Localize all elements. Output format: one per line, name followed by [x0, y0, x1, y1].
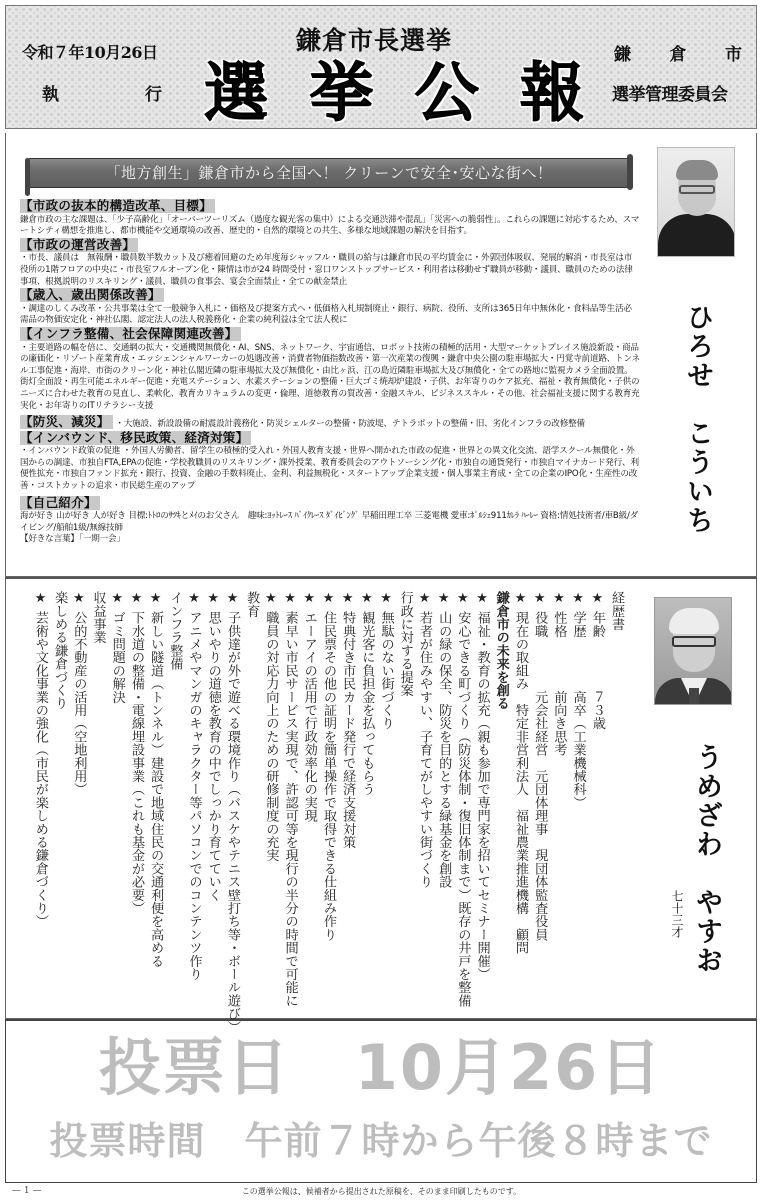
list-item	[108, 591, 127, 1011]
title-char: 挙	[309, 57, 374, 131]
city-char: 倉	[669, 45, 687, 65]
list-item-text: 思いやりの道徳を教育の中でしっかり育てていく	[205, 611, 221, 902]
candidate-umezawa-panel	[5, 577, 757, 1034]
bulletin-header	[5, 5, 757, 129]
star-icon: ★	[32, 591, 48, 606]
city-name	[614, 40, 742, 65]
policy-section	[20, 415, 640, 431]
career-and-policies	[31, 591, 626, 1034]
list-item-text: 住民票その他の証明を簡単操作で取得できる仕組み作り	[320, 611, 336, 941]
section-text: ・大施設、新設設備の耐震設計義務化・防災シェルターの整備・防波堤、テトラポットの整備・旧、劣化インフラの改修整備	[115, 419, 585, 430]
voting-info	[5, 1019, 757, 1183]
list-item	[300, 591, 319, 1011]
list-item	[588, 591, 607, 1011]
list-item	[261, 591, 280, 1011]
list-item	[31, 591, 50, 1011]
star-icon: ★	[436, 591, 452, 606]
title-char: 公	[414, 57, 479, 131]
list-item-text: アニメやマンガのキャラクター等パソコンでのコンテンツ作り	[186, 611, 202, 981]
candidate-hirose-panel	[5, 133, 757, 577]
section-text: ・主要道路の幅を倍に、交通網の拡大・交通機関無償化・AI、SNS、ネットワーク、宇宙通信、ロボット技術の積極的活用・大型マーケットプレイス施設新設・商品の廉価化・リゾート産業育成・エッシェンシャルワーカーの処遇改善・消費者物価指数改善・第一次産業の復興・鎌倉中央公園の駐車場拡大・円覚寺前道路、トンネル工事促進・海岸、市街のクリーン化・神社仏閣近隣の駐車場拡大及び無償化・由比ヶ浜、江の島近隣駐車場拡大及び無償化・全ての路地に監視カメラ全面設置。街灯全面設・再生可能エネルギー促進・充電ステーション、水素ステーションの整備・巨大ゴミ焼却炉建設・子供、お年寄りのケア拡充、福祉・教育無償化・子供のニーズに合わせた教育の見直し、柔軟化、教育カリキュラムの変更・倫理、道徳教育の質改善・金融スキル、ビジネススキル・その他、社会福祉支援に関する教育充実化・お年寄りのITリテラシー支援	[20, 342, 640, 411]
star-icon: ★	[224, 591, 240, 606]
title-char: 選	[204, 57, 268, 131]
list-item	[530, 591, 549, 1011]
section-heading: 【歳入、歳出関係改善】	[20, 288, 164, 302]
executed-char: 行	[145, 85, 162, 105]
candidate-age: 七十三才	[670, 890, 684, 938]
policy-section	[20, 288, 640, 327]
list-item-text: 無駄のない街づくり	[378, 611, 394, 730]
page-number: — 1 —	[12, 1186, 42, 1196]
favorite-words: 【好きな言葉】「一期一会」	[20, 534, 125, 545]
list-item-text: 公的不動産の活用（空地利用）	[71, 611, 87, 796]
list-item-text: 山の緑の保全、防災を目的とする緑基金を創設	[436, 611, 452, 889]
list-item	[184, 591, 203, 1011]
star-icon: ★	[301, 591, 317, 606]
star-icon: ★	[186, 591, 202, 606]
candidate-portrait-icon	[657, 147, 735, 257]
list-item-text: 安心できる町づくり（防災体制・復旧体制まで）既存の井戸を整備	[455, 611, 471, 1007]
list-item	[453, 591, 472, 1011]
list-item-text: 職員の対応力向上のための研修制度の充実	[263, 611, 279, 862]
star-icon: ★	[71, 591, 87, 606]
policy-section	[20, 327, 640, 412]
list-item-text: 素早い市民サービス実現で、許認可等を現行の半分の時間で可能に	[282, 611, 298, 1007]
section-heading: 【防災、減災】	[20, 415, 113, 429]
list-item	[376, 591, 395, 1011]
policy-body	[20, 199, 640, 546]
star-icon: ★	[532, 591, 548, 606]
star-icon: ★	[570, 591, 586, 606]
list-item	[415, 591, 434, 1011]
star-icon: ★	[282, 591, 298, 606]
star-icon: ★	[263, 591, 279, 606]
slogan-banner: 「地方創生」鎌倉市から全国へ！ クリーンで安全･安心な街へ！	[28, 158, 630, 188]
star-icon: ★	[416, 591, 432, 606]
star-icon: ★	[205, 591, 221, 606]
section-heading: インフラ整備	[167, 591, 183, 671]
section-text: ・調達のしくみ改革・公共事業は全て一般競争入札に・価格及び提案方式へ・低価格入札規制廃止・銀行、病院、役所、支所は365日年中無休化・食料品等生活必需品の物価安定化・神社仏閣、認定法人の法人税義務化・企業の純利益は全て法人税に	[20, 303, 632, 326]
list-item	[338, 591, 357, 1011]
candidate-portrait-icon	[654, 597, 732, 705]
list-item-text: 福祉・教育の拡充（親も参加で専門家を招いてセミナー開催）	[474, 611, 490, 981]
list-item-text: 新しい隧道（トンネル）建設で地域住民の交通利便を高める	[148, 611, 164, 968]
list-item-text: 芸術や文化事業の強化（市民が楽しめる鎌倉づくり）	[32, 611, 48, 928]
list-item-text: 現在の取組み 特定非営利法人 福祉農業推進機構 顧問	[512, 611, 528, 955]
section-text: ・市長、議員は 無報酬・職員数半数カット及び癒着回避のため年度毎シャッフル・職員の給与は鎌倉市民の平均賃金に・外郭団体吸収、発展的解消・市長室は市役所の1階フロアの中央に・市長室フルオープン化・陳情は市が24 時間受付・窓口ワンストップサービス・利用者は移動せず職員が移動・議員、職員のための法律事項、根拠説明のリスキリング・議員、職員の食事会、宴会全面禁止・全ての献金禁止	[20, 253, 633, 287]
list-item	[69, 591, 88, 1011]
city-char: 市	[725, 45, 742, 65]
list-item	[223, 591, 242, 1034]
star-icon: ★	[589, 591, 605, 606]
section-heading: 【市政の運営改善】	[20, 238, 138, 252]
election-date: 令和７年10月26日	[22, 43, 158, 62]
section-heading: 収益事業	[90, 591, 106, 644]
self-intro-text: 海が好き 山が好き 人が好き 目標:ﾄﾄﾛのｻﾂｷとﾒｲのお父さん 趣味:ﾖｯﾄﾚｰｽ ﾊﾞｲｸﾚｰｽ ﾀﾞｲﾋﾞﾝｸﾞ 早稲田理工卒 三菱電機 愛車:ﾎﾟﾙｼｪ911ｶﾚﾗ ﾊｰﾚｰ 資格:情処技術者/車B級/ダイビング/船舶1級/無線技師	[20, 511, 639, 533]
section-heading: 経歴書	[609, 591, 624, 631]
star-icon: ★	[474, 591, 490, 606]
section-heading: 教育	[244, 591, 260, 618]
list-item-text: ゴミ問題の解決	[109, 611, 125, 704]
policy-section	[20, 431, 640, 493]
star-icon: ★	[109, 591, 125, 606]
candidate-name: うめざわ やすお	[691, 743, 722, 975]
section-heading: 行政に対する提案	[397, 591, 413, 697]
list-item	[127, 591, 146, 1011]
list-item-text: 役職 元会社経営 元団体理事 現団体監査役員	[532, 611, 548, 941]
list-item-text: 特典付き市民カード発行で経済支援対策	[340, 611, 356, 849]
list-item	[511, 591, 530, 1011]
list-item	[434, 591, 453, 1011]
star-icon: ★	[148, 591, 164, 606]
list-item-text: 子供達が外で遊べる環境作り（バスケやテニス壁打ち等・ボール遊び）	[224, 611, 240, 1034]
voting-hours: 投票時間 午前７時から午後８時まで	[49, 1119, 713, 1163]
list-item	[319, 591, 338, 1011]
star-icon: ★	[512, 591, 528, 606]
section-heading: 【インバウンド、移民政策、経済対策】	[20, 431, 251, 445]
list-item	[472, 591, 491, 1011]
section-heading: 【自己紹介】	[20, 496, 100, 510]
candidate-name: ひろせ こういち	[682, 303, 713, 535]
policy-section	[20, 199, 640, 238]
section-heading: 鎌倉市の未来を創る	[493, 591, 509, 710]
star-icon: ★	[359, 591, 375, 606]
list-item-text: 年齢 ７３歳	[589, 611, 605, 730]
star-icon: ★	[378, 591, 394, 606]
list-item	[280, 591, 299, 1011]
section-text: 鎌倉市政の主な課題は、「少子高齢化」「オーバーツーリズム（過度な観光客の集中）による交通渋滞や混乱」「災害への脆弱性」。これらの課題に対応するため、スマートシティ構想を推進し、都市機能や交通環境の改善、歴史的・自然的環境との共生、多様な地域課題の解決を目指す。	[20, 214, 640, 237]
section-text: ・インバウンド政策の促進 ・外国人労働者、留学生の積極的受入れ・外国人教育支援・世界へ開かれた市政の促進・世界との異文化交流、語学スクール無償化・外国からの調達、市独自FTA,EPAの促進・学校教職員のリスキリング・課外授業、教育委員会のアウトソーシング化・市独自の通貨発行・市独自マイナカード発行、利便性拡充・市独自ファンド拡充・銀行、投資、金融の手数料廃止、金利、利益無税化・スタートアップ企業支援・個人事業主育成・全ての企業のIPO化・生産性の改善・コストカットの追求・市民総生産のアップ	[20, 446, 639, 492]
star-icon: ★	[455, 591, 471, 606]
list-item-text: エーアイの活用で行政効率化の実現	[301, 611, 317, 823]
election-name: 鎌倉市長選挙	[296, 26, 453, 55]
list-item	[568, 591, 587, 1011]
list-item-text: 性格 前向き思考	[551, 611, 567, 757]
list-item-text: 若者が住みやすい、子育てがしやすい街づくり	[416, 611, 432, 889]
bulletin-title	[204, 57, 584, 131]
list-item	[549, 591, 568, 1011]
star-icon: ★	[320, 591, 336, 606]
city-char: 鎌	[614, 45, 631, 65]
title-char: 報	[519, 57, 584, 131]
list-item	[357, 591, 376, 1011]
section-heading: 楽しめる鎌倉づくり	[52, 591, 68, 710]
self-intro-section	[20, 496, 640, 546]
section-heading: 【インフラ整備、社会保障関連改善】	[20, 327, 241, 341]
list-item-text: 学歴 高卒（工業機械科）	[570, 611, 586, 809]
star-icon: ★	[551, 591, 567, 606]
election-committee: 選挙管理委員会	[612, 85, 728, 105]
star-icon: ★	[128, 591, 144, 606]
section-heading: 【市政の抜本的構造改革、目標】	[20, 199, 215, 213]
disclaimer-note: この選挙公報は、候補者から提出された原稿を、そのまま印刷したものです。	[241, 1187, 522, 1196]
executed-label	[42, 80, 162, 105]
list-item	[204, 591, 223, 1011]
star-icon: ★	[340, 591, 356, 606]
list-item-text: 観光客に負担金を払ってもらう	[359, 611, 375, 796]
list-item	[146, 591, 165, 1011]
list-item-text: 下水道の整備・電線埋設事業（これも基金が必要）	[128, 611, 144, 915]
voting-day: 投票日 10月26日	[98, 1031, 664, 1104]
executed-char: 執	[42, 85, 59, 105]
policy-section	[20, 238, 640, 288]
